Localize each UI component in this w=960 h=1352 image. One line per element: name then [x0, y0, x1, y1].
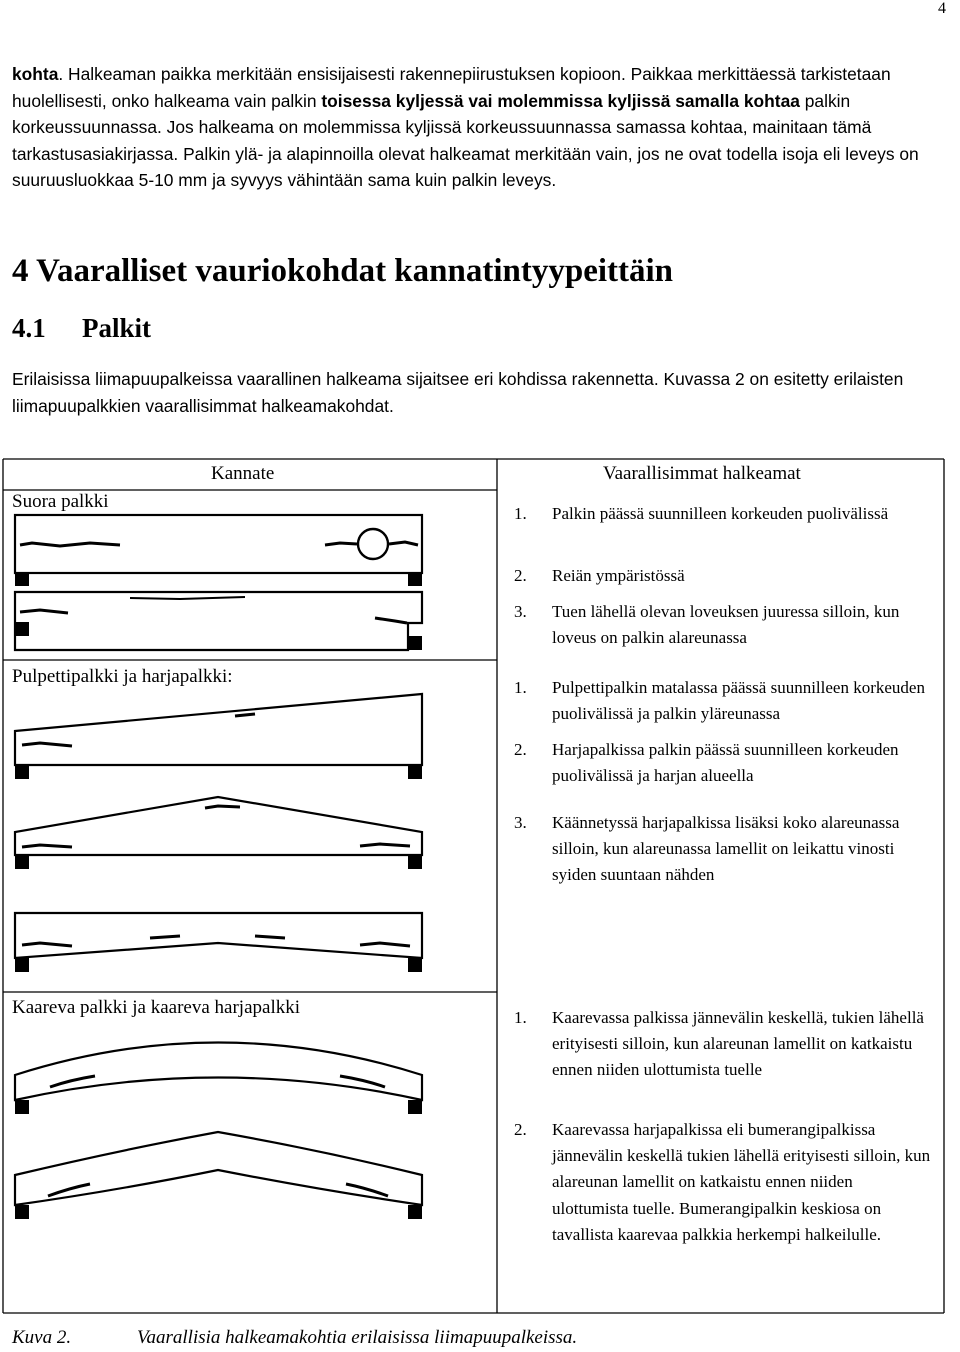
item-text: Tuen lähellä olevan loveuksen juuressa silloin, kun loveus on palkin alareunassa	[552, 602, 900, 648]
crack-item	[514, 810, 932, 889]
item-text: Reiän ympäristössä	[552, 566, 685, 585]
item-number: 3.	[514, 602, 527, 621]
body-paragraph: Erilaisissa liimapuupalkeissa vaarallinen halkeama sijaitsee eri kohdissa rakennetta. Kuvassa 2 on esitetty erilaisten liimapuupalkkien vaarallisimmat halkeamakohdat.	[12, 369, 904, 416]
intro-bold-kohta: kohta	[12, 64, 59, 84]
crack-item	[514, 563, 932, 589]
item-text: Pulpettipalkin matalassa päässä suunnilleen korkeuden puolivälissä ja palkin yläreunassa	[552, 678, 925, 724]
page-number: 4	[938, 0, 946, 17]
item-number: 1.	[514, 1008, 527, 1027]
figure-caption-label: Kuva 2.	[12, 1327, 72, 1348]
item-text: Harjapalkissa palkin päässä suunnilleen korkeuden puolivälissä ja harjan alueella	[552, 740, 899, 786]
crack-item	[514, 1117, 932, 1248]
inverted-pitched-beam	[15, 913, 422, 972]
column-header-support: Kannate	[211, 463, 275, 484]
item-number: 1.	[514, 678, 527, 697]
intro-text-1: . Halkeaman paikka merkitään ensisijaisesti rakennepiirustuksen kopioon. Paikkaa merkittäessä tarkistetaan huolellisesti, onko halkeama vain palkin	[12, 64, 891, 111]
column-header-cracks: Vaarallisimmat halkeamat	[603, 463, 801, 484]
subsection-number: 4.1	[12, 313, 46, 343]
item-number: 2.	[514, 1120, 527, 1139]
section-title-tapered-beams: Pulpettipalkki ja harjapalkki:	[12, 666, 233, 687]
crack-item	[514, 599, 932, 651]
item-text: Kaarevassa harjapalkissa eli bumerangipalkissa jännevälin keskellä tukien lähellä erityisesti silloin, kun alareunan lamellit on katkaistu ennen niiden ulottumista tuelle. Bumerangipalkin keskiosa on tavallista kaarevaa palkkia herkempi halkeilulle.	[552, 1120, 931, 1244]
item-text: Kaarevassa palkissa jännevälin keskellä, tukien lähellä erityisesti silloin, kun alareunan lamellit on katkaistu ennen niiden ulottumista tuelle	[552, 1008, 924, 1080]
subsection-title: Palkit	[82, 313, 152, 343]
section-heading: 4 Vaaralliset vauriokohdat kannatintyypeittäin	[12, 253, 674, 289]
figure-caption-text: Vaarallisia halkeamakohtia erilaisissa liimapuupalkeissa.	[137, 1327, 578, 1348]
crack-item	[514, 501, 932, 527]
item-number: 2.	[514, 566, 527, 585]
item-number: 1.	[514, 504, 527, 523]
item-text: Käännetyssä harjapalkissa lisäksi koko alareunassa silloin, kun alareunassa lamellit on leikattu vinosti syiden suuntaan nähden	[552, 813, 900, 885]
item-text: Palkin päässä suunnilleen korkeuden puolivälissä	[552, 504, 889, 523]
crack-item	[514, 737, 932, 789]
intro-text-2: palkin korkeussuunnassa. Jos halkeama on molemmissa kyljissä korkeussuunnassa samassa kohtaa, mainitaan tämä tarkastusasiakirjassa. Palkin ylä- ja alapinnoilla olevat halkeamat merkitään vain, jos ne ovat todella isoja eli leveys on suuruusluokkaa 5-10 mm ja syvyys vähintään sama kuin palkin leveys.	[12, 90, 919, 190]
curved-beam	[15, 1043, 422, 1115]
section-title-curved-beams: Kaareva palkki ja kaareva harjapalkki	[12, 997, 301, 1018]
section-title-straight-beam: Suora palkki	[12, 491, 109, 512]
pitched-beam	[15, 797, 422, 869]
crack-item	[514, 675, 932, 727]
crack-item	[514, 1005, 932, 1084]
intro-bold-phrase: toisessa kyljessä vai molemmissa kyljissä samalla kohtaa	[321, 90, 800, 111]
mono-pitch-beam	[15, 694, 422, 779]
straight-beam-with-hole	[15, 515, 422, 586]
item-number: 3.	[514, 813, 527, 832]
straight-beam-with-notch	[15, 592, 422, 650]
boomerang-beam	[15, 1132, 422, 1219]
item-number: 2.	[514, 740, 527, 759]
